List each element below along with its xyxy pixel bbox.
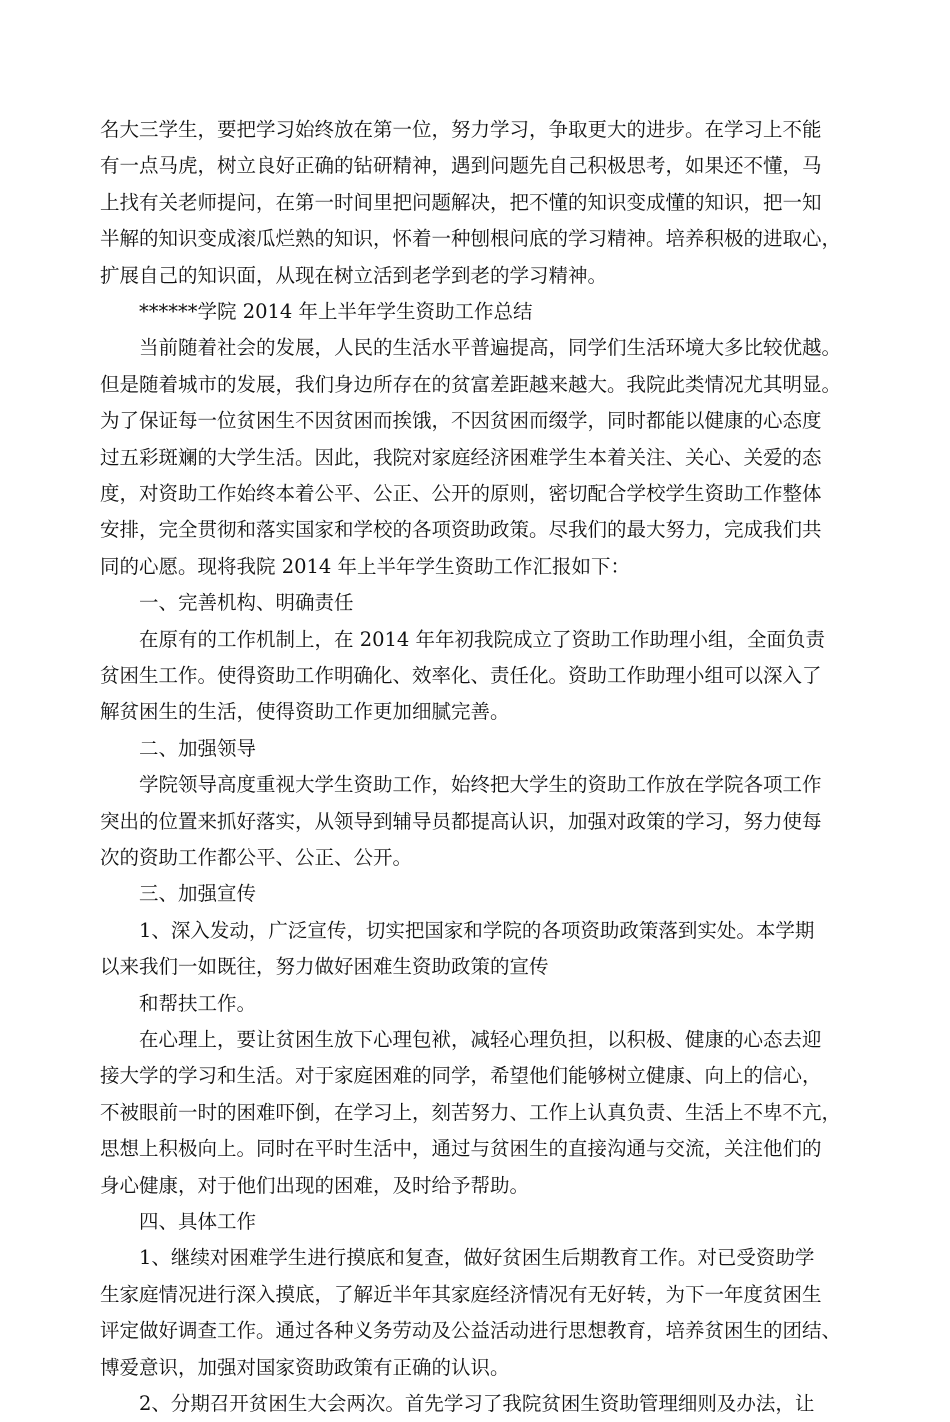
text-line: 为了保证每一位贫困生不因贫困而挨饿，不因贫困而缀学，同时都能以健康的心态度 — [100, 409, 822, 433]
text-line: 四、具体工作 — [139, 1210, 257, 1233]
text-line: 贫困生工作。使得资助工作明确化、效率化、责任化。资助工作助理小组可以深入了 — [100, 664, 822, 687]
text-line: 半解的知识变成滚瓜烂熟的知识，怀着一种刨根问底的学习精神。培养积极的进取心， — [100, 227, 842, 251]
text-line: 二、加强领导 — [139, 736, 257, 760]
text-line: 在心理上，要让贫困生放下心理包袱，减轻心理负担，以积极、健康的心态去迎 — [139, 1028, 822, 1051]
text-line: 当前随着社会的发展，人民的生活水平普遍提高，同学们生活环境大多比较优越。 — [139, 336, 842, 360]
text-line: 突出的位置来抓好落实，从领导到辅导员都提高认识，加强对政策的学习，努力使每 — [100, 809, 822, 833]
text-line: 名大三学生，要把学习始终放在第一位，努力学习，争取更大的进步。在学习上不能 — [100, 118, 822, 141]
text-line: 不被眼前一时的困难吓倒，在学习上，刻苦努力、工作上认真负责、生活上不卑不亢， — [100, 1100, 842, 1124]
text-line: 但是随着城市的发展，我们身边所存在的贫富差距越来越大。我院此类情况尤其明显。 — [100, 372, 842, 396]
text-line: 评定做好调查工作。通过各种义务劳动及公益活动进行思想教育，培养贫困生的团结、 — [100, 1319, 842, 1343]
text-line: 在原有的工作机制上，在 2014 年年初我院成立了资助工作助理小组，全面负责 — [139, 627, 826, 651]
text-line: 上找有关老师提问，在第一时间里把问题解决，把不懂的知识变成懂的知识，把一知 — [100, 190, 822, 214]
text-line: 以来我们一如既往，努力做好困难生资助政策的宣传 — [100, 955, 549, 979]
text-line: 同的心愿。现将我院 2014 年上半年学生资助工作汇报如下： — [100, 554, 631, 578]
text-line: 次的资助工作都公平、公正、公开。 — [100, 846, 413, 869]
text-line: 身心健康，对于他们出现的困难，及时给予帮助。 — [100, 1173, 530, 1197]
text-line: 有一点马虎，树立良好正确的钻研精神，遇到问题先自己积极思考，如果还不懂，马 — [100, 154, 822, 178]
text-line: 三、加强宣传 — [139, 882, 257, 906]
text-line: 接大学的学习和生活。对于家庭困难的同学，希望他们能够树立健康、向上的信心， — [100, 1064, 822, 1088]
text-line: 一、完善机构、明确责任 — [139, 591, 354, 615]
text-line: 生家庭情况进行深入摸底，了解近半年其家庭经济情况有无好转，为下一年度贫困生 — [100, 1282, 822, 1306]
text-line: 过五彩斑斓的大学生活。因此，我院对家庭经济困难学生本着关注、关心、关爱的态 — [100, 445, 822, 469]
text-line: 度，对资助工作始终本着公平、公正、公开的原则，密切配合学校学生资助工作整体 — [100, 482, 822, 505]
text-line: 解贫困生的生活，使得资助工作更加细腻完善。 — [100, 700, 510, 724]
text-line: 1、深入发动，广泛宣传，切实把国家和学院的各项资助政策落到实处。本学期 — [139, 918, 815, 942]
text-line: 学院领导高度重视大学生资助工作，始终把大学生的资助工作放在学院各项工作 — [139, 773, 822, 797]
text-line: 博爱意识，加强对国家资助政策有正确的认识。 — [100, 1355, 510, 1379]
text-line: 和帮扶工作。 — [139, 991, 257, 1015]
text-line: 安排，完全贯彻和落实国家和学校的各项资助政策。尽我们的最大努力，完成我们共 — [100, 518, 822, 542]
text-line: 扩展自己的知识面，从现在树立活到老学到老的学习精神。 — [100, 263, 608, 287]
text-line: 2、分期召开贫困生大会两次。首先学习了我院贫困生资助管理细则及办法，让 — [139, 1392, 815, 1415]
text-line: 1、继续对困难学生进行摸底和复查，做好贫困生后期教育工作。对已受资助学 — [139, 1246, 815, 1270]
text-line: ******学院 2014 年上半年学生资助工作总结 — [139, 300, 533, 323]
text-line: 思想上积极向上。同时在平时生活中，通过与贫困生的直接沟通与交流，关注他们的 — [100, 1137, 822, 1161]
